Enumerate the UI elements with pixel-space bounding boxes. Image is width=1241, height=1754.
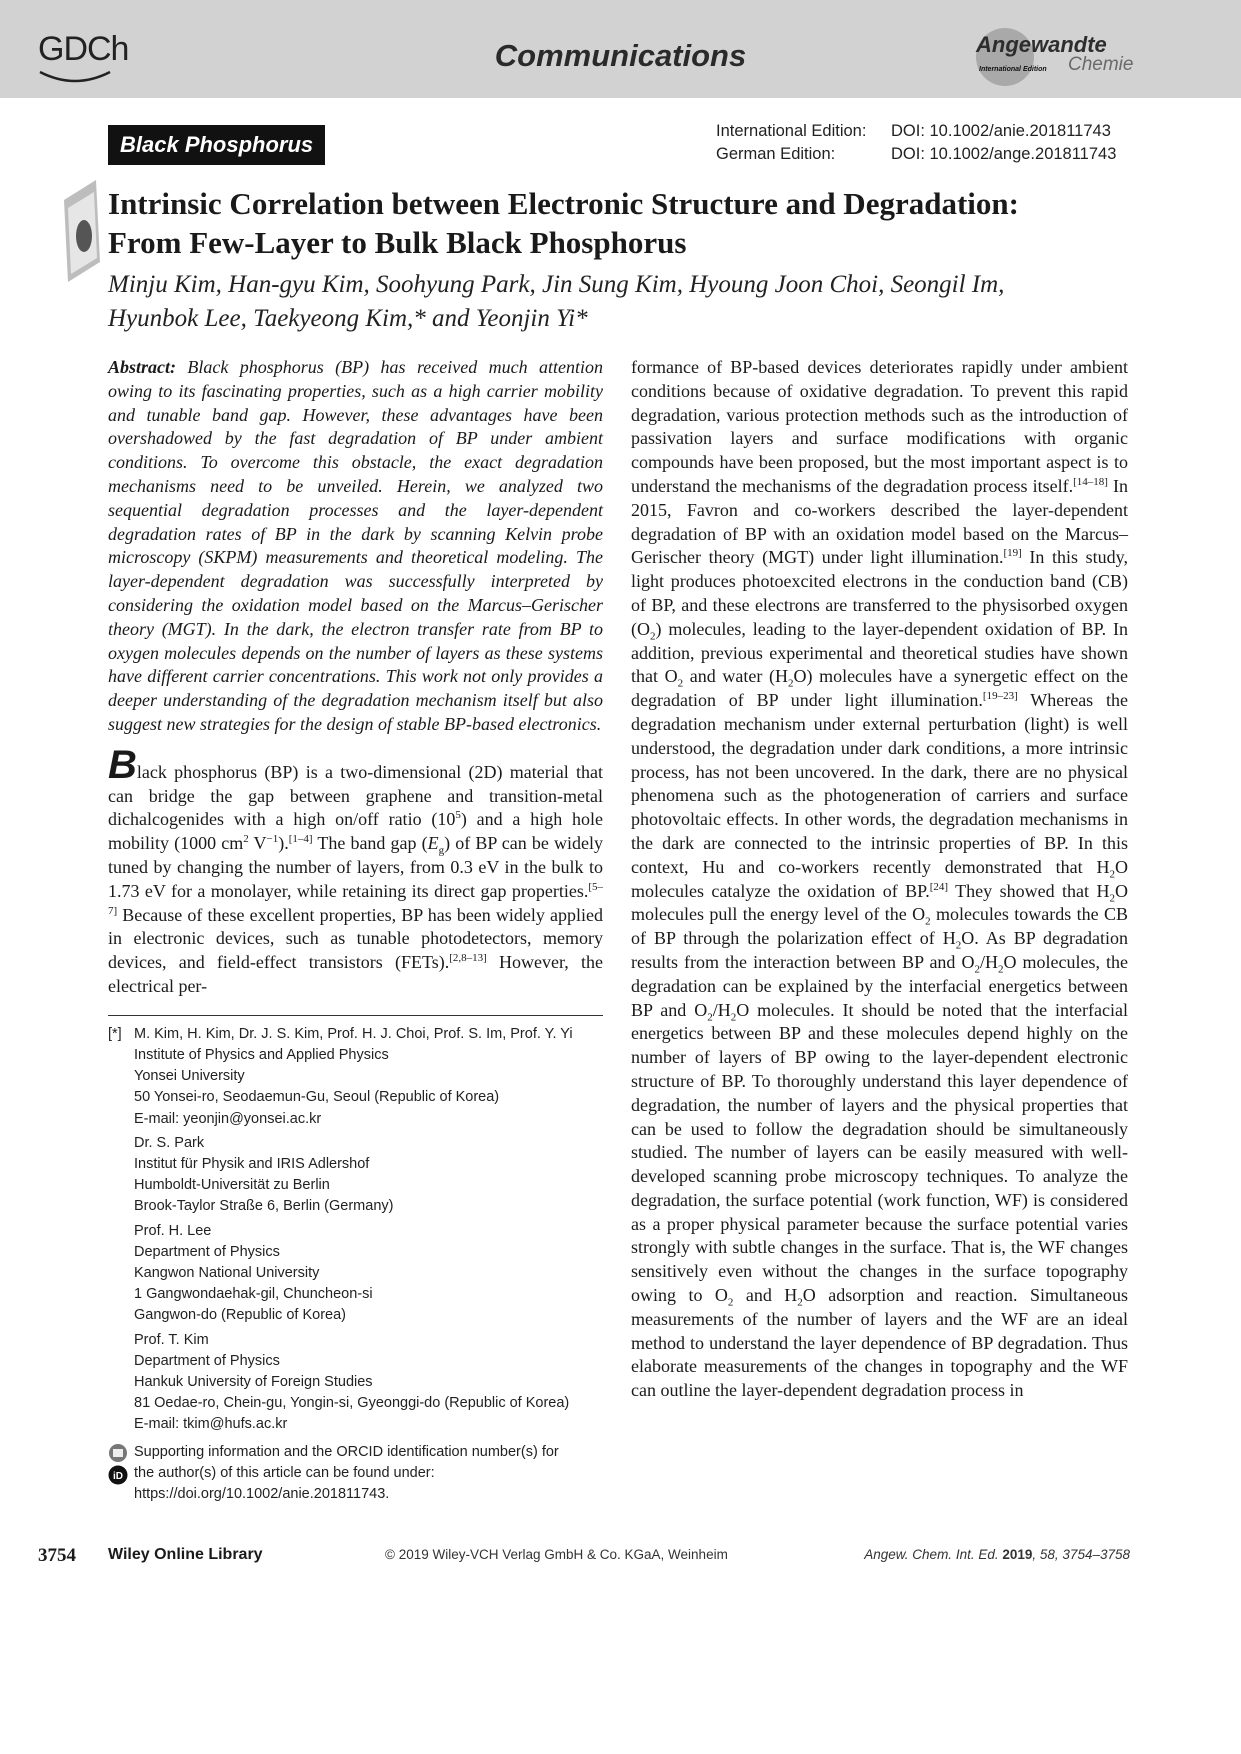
doi-german	[716, 143, 1116, 166]
affiliation-group-4	[134, 1330, 603, 1436]
header-band	[0, 0, 1241, 98]
affiliation-line: Department of Physics	[134, 1243, 280, 1260]
body-text: O adsorption and reaction. Simultaneous measurements of the number of layers and the WF are an ideal method to understand the layer dependence of BP degradation. Thus elaborate measurements of the changes in topography and the WF can outline the layer-dependent degradation process in	[631, 1285, 1128, 1401]
support-text	[134, 1442, 603, 1506]
citation-ref[interactable]: [1–4]	[288, 833, 313, 846]
subscript: 2	[707, 1011, 713, 1024]
citation-ref[interactable]: [19–23]	[982, 690, 1018, 703]
body-text: /H	[712, 999, 731, 1020]
affiliation-entry	[108, 1024, 603, 1130]
body-text: and H	[733, 1285, 798, 1306]
citation-journal: Angew. Chem. Int. Ed.	[864, 1547, 999, 1562]
affiliation-line: 81 Oedae-ro, Chein-gu, Yongin-si, Gyeonggi-do (Republic of Korea)	[134, 1395, 570, 1412]
authors-line-2: Hyunbok Lee, Taekyeong Kim,* and Yeonjin Yi*	[108, 305, 588, 332]
affiliation-line: Kangwon National University	[134, 1264, 320, 1281]
citation-ref[interactable]: [14–18]	[1073, 475, 1108, 488]
subscript: 2	[787, 677, 794, 690]
body-text: Whereas the degradation mechanism under external perturbation (light) is well understood, the degradation under dark conditions, a more intrinsic process, has not been uncovered. In the dark, there are no physical phenomena such as the photogeneration of carriers and surface photovoltaic effects. In other words, the degradation mechanisms in the dark are connected to the intrinsic properties of BP. In this context, Hu and co-workers recently demonstrated that H	[631, 690, 1128, 877]
subscript: 2	[1109, 892, 1115, 905]
affiliation-line: Dr. S. Park	[134, 1134, 205, 1151]
superscript: 5	[455, 809, 461, 822]
affiliation-line: 1 Gangwondaehak-gil, Chuncheon-si	[134, 1286, 373, 1303]
intro-text: However, the electrical per-	[108, 952, 603, 996]
topic-label: Black Phosphorus	[108, 125, 325, 165]
citation-ref[interactable]: [5–7]	[108, 880, 603, 917]
svg-text:iD: iD	[113, 1470, 123, 1482]
superscript: −1	[266, 833, 279, 846]
body-text: and water (H	[683, 666, 788, 687]
support-link[interactable]: https://doi.org/10.1002/anie.201811743.	[134, 1485, 390, 1502]
body-text: O) molecules have a synergetic effect on the degradation of BP under light illumination.	[631, 666, 1129, 711]
body-text: In 2015, Favron and co-workers described the layer-dependent degradation of BP with an oxidation model based on the Marcus–Gerischer theory (MGT) under light illumination.	[631, 475, 1128, 568]
intro-text: The band gap (	[312, 833, 428, 854]
affiliation-line: Institute of Physics and Applied Physics	[134, 1046, 389, 1063]
superscript: 2	[243, 833, 249, 846]
author-list	[108, 268, 1148, 336]
intro-text: ) of BP can be widely tuned by changing the number of layers, from 0.3 eV in the bulk to 1.73 eV for a monolayer, while retaining its direct gap properties.	[108, 833, 603, 901]
intro-paragraph	[108, 742, 603, 999]
body-text: ) molecules, leading to the layer-dependent oxidation of BP. In addition, previous experimental and theoretical studies have shown that O	[631, 618, 1128, 687]
affiliation-line: Prof. T. Kim	[134, 1331, 209, 1348]
subscript: 2	[1109, 868, 1115, 881]
affiliation-line: Gangwon-do (Republic of Korea)	[134, 1307, 346, 1324]
subscript: 2	[997, 963, 1004, 976]
doi-international-value[interactable]: DOI: 10.1002/anie.201811743	[891, 122, 1111, 140]
affiliation-line: Humboldt-Universität zu Berlin	[134, 1177, 330, 1194]
footnote-divider	[108, 1015, 603, 1016]
subscript: 2	[797, 1296, 803, 1309]
affiliations	[108, 1024, 603, 1505]
doi-international	[716, 120, 1116, 143]
right-column	[631, 356, 1128, 1403]
affiliation-line: Yonsei University	[134, 1068, 245, 1085]
article-title	[108, 184, 1148, 262]
publisher-logo: GDCh	[38, 30, 129, 68]
doi-german-value[interactable]: DOI: 10.1002/ange.201811743	[891, 145, 1117, 163]
support-line: Supporting information and the ORCID identification number(s) for	[134, 1443, 559, 1460]
affiliation-line: Institut für Physik and IRIS Adlershof	[134, 1155, 370, 1172]
subscript: 2	[730, 1011, 737, 1024]
citation-ref[interactable]: [2,8–13]	[449, 952, 487, 965]
affiliation-email[interactable]: E-mail: yeonjin@yonsei.ac.kr	[134, 1110, 322, 1127]
affiliation-group-1	[134, 1024, 603, 1130]
subscript: 2	[955, 939, 962, 952]
body-text: O molecules, the degradation can be explained by the interfacial energetics between BP and O	[631, 951, 1128, 1020]
intro-text: lack phosphorus (BP) is a two-dimensional (2D) material that can bridge the gap between graphene and transition-metal dichalcogenides with a high on/off ratio (10	[108, 761, 603, 830]
body-text: O molecules. It should be noted that the interfacial energetics between BP and these molecules depend highly on the number of layers of BP owing to the layer-dependent electronic structure of BP. To thoroughly understand this layer dependence of degradation, the number of layers and the physical properties that can be used to follow the degradation should be simultaneously studied. The number of layers can be easily measured with well-developed scanning probe microscopy techniques. To analyze the degradation, the surface potential (work function, WF) is considered as a proper physical parameter because the surface potential varies strongly with subtle changes in the surface. That is, the WF changes sensitively even without the changes in the surface topography owing to O	[631, 999, 1129, 1306]
support-icons	[108, 1442, 134, 1506]
page-number: 3754	[38, 1545, 76, 1566]
body-text: O molecules pull the energy level of the O	[631, 880, 1128, 925]
copyright: © 2019 Wiley-VCH Verlag GmbH & Co. KGaA, Weinheim	[385, 1547, 728, 1562]
affiliation-line: Department of Physics	[134, 1352, 280, 1369]
body-text: formance of BP-based devices deteriorates rapidly under ambient conditions because of oxidative degradation. To prevent this rapid degradation, various protection methods such as the introduction of passivation layers and surface modifications with organic compounds have been proposed, but the most important aspect is to understand the mechanisms of the degradation process itself.	[631, 357, 1128, 496]
wiley-online-library-link[interactable]: Wiley Online Library	[108, 1546, 263, 1563]
body-text: O. As BP degradation results from the interaction between BP and O	[631, 928, 1128, 972]
abstract-label: Abstract:	[108, 357, 177, 377]
subscript: 2	[677, 677, 684, 690]
citation-year: 2019	[1002, 1547, 1033, 1562]
hot-paper-icon	[60, 178, 104, 288]
orcid-icon[interactable]	[108, 1465, 128, 1485]
affiliation-line: M. Kim, H. Kim, Dr. J. S. Kim, Prof. H. J. Choi, Prof. S. Im, Prof. Y. Yi	[134, 1025, 573, 1042]
left-column	[108, 356, 603, 1505]
intro-text: ) and a high hole mobility (1000 cm	[108, 809, 603, 854]
doi-block	[716, 120, 1116, 166]
subscript: 2	[727, 1296, 734, 1309]
subscript: 2	[974, 963, 980, 976]
title-line-1: Intrinsic Correlation between Electronic Structure and Degradation:	[108, 186, 1019, 221]
affiliation-email[interactable]: E-mail: tkim@hufs.ac.kr	[134, 1416, 288, 1433]
affiliation-line: Brook-Taylor Straße 6, Berlin (Germany)	[134, 1198, 394, 1215]
affiliation-line: Prof. H. Lee	[134, 1222, 212, 1239]
authors-line-1: Minju Kim, Han-gyu Kim, Soohyung Park, Jin Sung Kim, Hyoung Joon Choi, Seongil Im,	[108, 271, 1005, 298]
section-title: Communications	[494, 38, 747, 73]
intro-text: V	[248, 833, 267, 854]
doi-german-label: German Edition:	[716, 145, 836, 163]
subscript: 2	[650, 630, 656, 643]
journal-logo-name: Angewandte	[976, 32, 1107, 57]
body-text: They showed that H	[948, 880, 1110, 901]
intro-text: Because of these excellent properties, BP has been widely applied in electronic devices, such as tunable photodetectors, memory devices, and field-effect transistors (FETs).	[108, 904, 603, 973]
journal-logo[interactable]	[976, 26, 1136, 86]
affiliation-line: 50 Yonsei-ro, Seodaemun-Gu, Seoul (Republic of Korea)	[134, 1089, 500, 1106]
body-text: molecules towards the CB of BP through the polarization effect of H	[631, 904, 1128, 949]
citation-ref[interactable]: [24]	[929, 880, 949, 893]
doi-international-label: International Edition:	[716, 122, 867, 140]
affiliation-line: Hankuk University of Foreign Studies	[134, 1373, 373, 1390]
affiliation-group-3	[134, 1221, 603, 1327]
support-line: the author(s) of this article can be found under:	[134, 1464, 435, 1481]
affiliation-group-2	[134, 1133, 603, 1218]
journal-logo-subname: Chemie	[1068, 54, 1134, 75]
subscript: g	[438, 844, 445, 857]
body-text: /H	[979, 951, 998, 972]
subscript: 2	[925, 915, 931, 928]
affiliation-marker: [*]	[108, 1025, 122, 1042]
supporting-info	[108, 1442, 603, 1506]
intro-text: ).	[278, 833, 289, 854]
body-text: In this study, light produces photoexcited electrons in the conduction band (CB) of BP, and these electrons are transferred to the physisorbed oxygen (O	[631, 547, 1128, 639]
symbol: E	[427, 833, 439, 854]
title-line-2: From Few-Layer to Bulk Black Phosphorus	[108, 225, 687, 260]
journal-logo-edition: International Edition	[979, 66, 1047, 73]
supporting-info-icon[interactable]	[108, 1443, 128, 1463]
body-paragraph	[631, 356, 1128, 1403]
abstract-text: Black phosphorus (BP) has received much attention owing to its fascinating properties, such as a high carrier mobility and tunable band gap. However, these advantages have been overshadowed by the fast degradation of BP under ambient conditions. To overcome this obstacle, the exact degradation mechanisms need to be unveiled. Herein, we analyzed two sequential degradation processes and the layer-dependent degradation rates of BP in the dark by scanning Kelvin probe microscopy (SKPM) measurements and theoretical modeling. The layer-dependent degradation was successfully interpreted by considering the oxidation model based on the Marcus–Gerischer theory (MGT). In the dark, the electron transfer rate from BP to oxygen molecules depends on the number of layers as these systems have different carrier concentrations. This work not only provides a deeper understanding of the degradation mechanism itself but also suggest new strategies for the design of stable BP-based electronics.	[108, 357, 603, 734]
body-text: O molecules catalyze the oxidation of BP.	[631, 856, 1128, 901]
abstract	[108, 356, 603, 737]
citation	[864, 1547, 1130, 1562]
citation-ref[interactable]: [19]	[1003, 547, 1022, 560]
citation-volume-pages: , 58, 3754–3758	[1032, 1547, 1130, 1562]
drop-cap: B	[108, 742, 137, 787]
